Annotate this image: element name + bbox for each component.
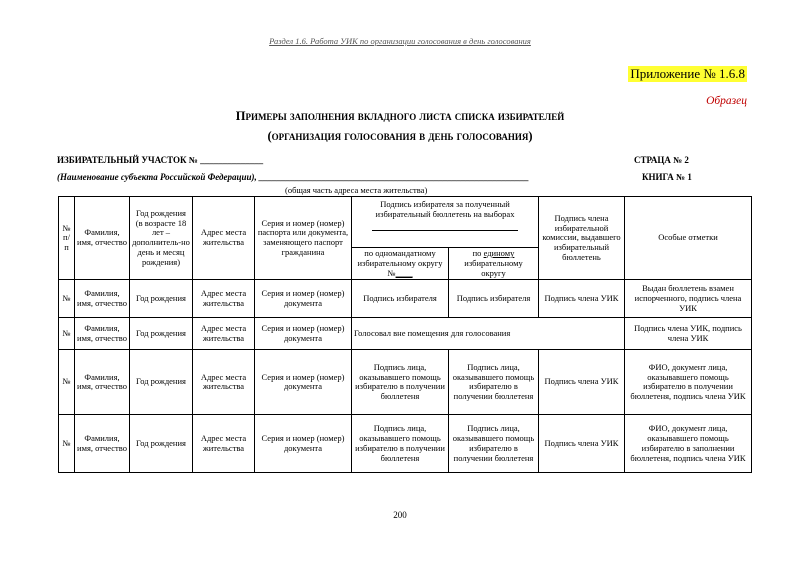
cell-address: Адрес места жительства (193, 415, 255, 473)
page-number-field: СТРАЦА № 2 (634, 155, 689, 165)
address-note: (общая часть адреса места жительства) (285, 185, 428, 195)
cell-passport: Серия и номер (номер) документа (255, 280, 352, 318)
cell-passport: Серия и номер (номер) документа (255, 350, 352, 415)
cell-sig-unified: Подпись лица, оказывавшего помощь избирателю в получении бюллетеня (449, 350, 539, 415)
cell-num: № (59, 415, 75, 473)
cell-address: Адрес места жительства (193, 350, 255, 415)
cell-birth: Год рождения (130, 350, 193, 415)
table-row (59, 280, 752, 318)
cell-fio: Фамилия, имя, отчество (75, 415, 130, 473)
header-unified-post: избирательному округу (464, 257, 523, 278)
cell-passport: Серия и номер (номер) документа (255, 318, 352, 350)
cell-member: Подпись члена УИК (539, 415, 625, 473)
cell-sig-single: Подпись избирателя (352, 280, 449, 318)
cell-sig-unified: Подпись лица, оказывавшего помощь избирателю в получении бюллетеня (449, 415, 539, 473)
header-member: Подпись члена избирательной комиссии, выдавшего избирательный бюллетень (539, 197, 625, 280)
cell-num: № (59, 318, 75, 350)
header-unified-district (449, 248, 539, 280)
table-row (59, 350, 752, 415)
header-single-district (352, 248, 449, 280)
cell-passport: Серия и номер (номер) документа (255, 415, 352, 473)
cell-address: Адрес места жительства (193, 280, 255, 318)
table-row (59, 318, 752, 350)
cell-sig-unified: Подпись избирателя (449, 280, 539, 318)
cell-num: № (59, 350, 75, 415)
header-signature-group-text: Подпись избирателя за полученный избирательный бюллетень на выборах (375, 199, 515, 219)
header-address: Адрес места жительства (193, 197, 255, 280)
header-num: № п/п (59, 197, 75, 280)
cell-address: Адрес места жительства (193, 318, 255, 350)
cell-fio: Фамилия, имя, отчество (75, 318, 130, 350)
cell-merged-note: Голосовал вне помещения для голосования (352, 318, 625, 350)
appendix-label: Приложение № 1.6.8 (630, 66, 745, 81)
sample-label: Образец (706, 95, 747, 107)
table-row (59, 415, 752, 473)
section-header: Раздел 1.6. Работа УИК по организации голосования в день голосования (269, 36, 531, 46)
header-birth: Год рождения (в возрасте 18 лет – дополнитель-но день и месяц рождения) (130, 197, 193, 280)
cell-birth: Год рождения (130, 415, 193, 473)
cell-member: Подпись члена УИК (539, 350, 625, 415)
book-number-field: КНИГА № 1 (642, 172, 692, 182)
cell-num: № (59, 280, 75, 318)
cell-notes: ФИО, документ лица, оказывавшего помощь избирателю в заполнении бюллетеня, подпись члена УИК (625, 415, 752, 473)
header-single-district-blank: ____ (395, 267, 413, 278)
header-signature-group (352, 197, 539, 248)
cell-sig-single: Подпись лица, оказывавшего помощь избирателю в получении бюллетеня (352, 415, 449, 473)
precinct-field: ИЗБИРАТЕЛЬНЫЙ УЧАСТОК № ______________ (57, 155, 264, 165)
cell-birth: Год рождения (130, 280, 193, 318)
voter-list-table (58, 196, 752, 473)
document-subtitle: (организация голосования в день голосования) (267, 129, 533, 143)
cell-sig-single: Подпись лица, оказывавшего помощь избирателю в получении бюллетеня (352, 350, 449, 415)
cell-notes: ФИО, документ лица, оказывавшего помощь избирателю в получении бюллетеня, подпись члена УИК (625, 350, 752, 415)
cell-notes: Выдан бюллетень взамен испорченного, подпись члена УИК (625, 280, 752, 318)
cell-fio: Фамилия, имя, отчество (75, 350, 130, 415)
page-number: 200 (393, 510, 407, 520)
header-notes: Особые отметки (625, 197, 752, 280)
header-unified-word: единому (483, 248, 515, 258)
header-passport: Серия и номер (номер) паспорта или документа, заменяющего паспорт гражданина (255, 197, 352, 280)
header-single-district-text: по одномандатному избирательному округу № (357, 248, 443, 278)
cell-birth: Год рождения (130, 318, 193, 350)
cell-member: Подпись члена УИК (539, 280, 625, 318)
cell-notes: Подпись члена УИК, подпись члена УИК (625, 318, 752, 350)
cell-fio: Фамилия, имя, отчество (75, 280, 130, 318)
document-title: Примеры заполнения вкладного листа списка избирателей (235, 109, 565, 123)
header-fio: Фамилия, имя, отчество (75, 197, 130, 280)
region-field: (Наименование субъекта Российской Федерации), ____________________________________________________________ (57, 172, 530, 182)
header-signature-line (372, 230, 518, 231)
header-unified-pre: по (472, 248, 482, 258)
